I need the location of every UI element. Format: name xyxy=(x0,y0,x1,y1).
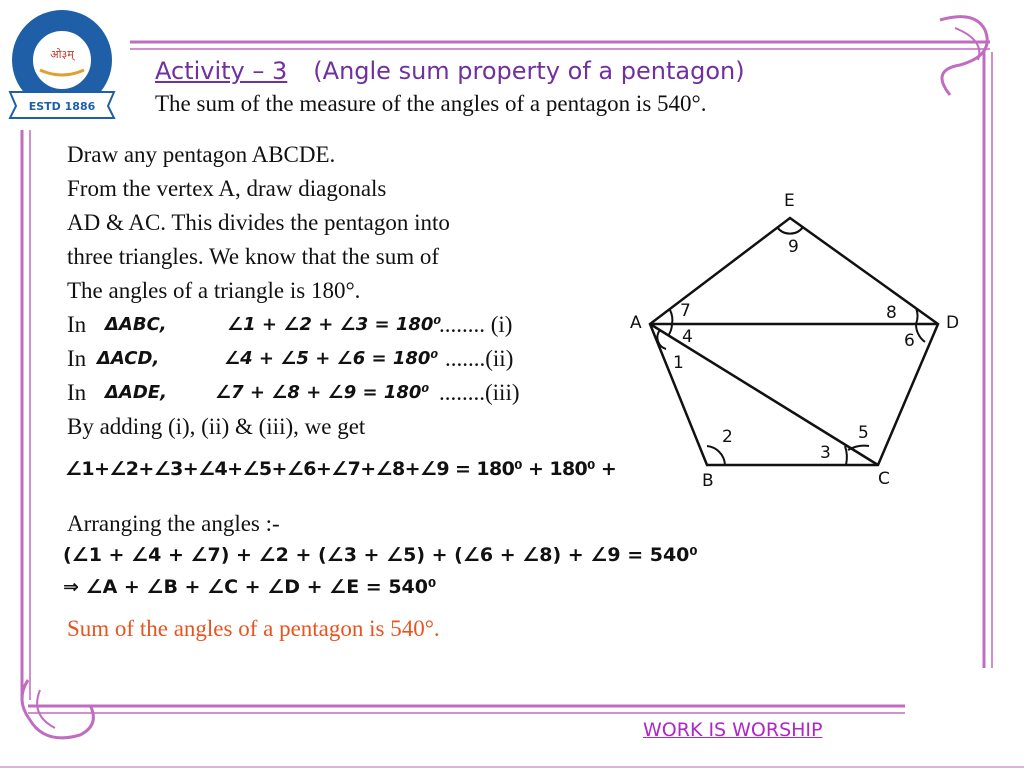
triangle-name: ΔACD, xyxy=(97,348,160,369)
in-label: In xyxy=(67,312,87,337)
instruction-line: From the vertex A, draw diagonals xyxy=(67,176,387,201)
logo-ribbon-text: ESTD 1886 xyxy=(28,100,96,113)
implied-equation: ⇒ ∠A + ∠B + ∠C + ∠D + ∠E = 540⁰ xyxy=(63,576,437,598)
arranged-equation: (∠1 + ∠4 + ∠7) + ∠2 + (∠3 + ∠5) + (∠6 + ∠8) + ∠9 = 540⁰ xyxy=(63,544,698,566)
angle-equation: ∠4 + ∠5 + ∠6 = 180⁰ xyxy=(224,348,439,369)
activity-number: Activity – 3 xyxy=(155,57,288,85)
arranging-label: Arranging the angles :- xyxy=(67,511,280,536)
statement: The sum of the measure of the angles of a pentagon is 540°. xyxy=(155,91,707,116)
vertex-c-label: C xyxy=(878,469,890,489)
sum-equation: ∠1+∠2+∠3+∠4+∠5+∠6+∠7+∠8+∠9 = 180⁰ + 180⁰ + 180⁰ xyxy=(65,458,668,480)
angle-equation: ∠7 + ∠8 + ∠9 = 180⁰ xyxy=(215,382,430,403)
instructions xyxy=(67,138,450,308)
equation-ref: ........ (i) xyxy=(439,312,513,337)
activity-topic: (Angle sum property of a pentagon) xyxy=(313,57,745,85)
triangle-name: ΔADE, xyxy=(105,382,167,403)
in-label: In xyxy=(67,346,87,371)
equation-ref: ........(iii) xyxy=(439,380,520,405)
vertex-a-label: A xyxy=(630,313,642,333)
instruction-line: The angles of a triangle is 180°. xyxy=(67,278,361,303)
angle-1-label: 1 xyxy=(673,353,684,373)
angle-9-label: 9 xyxy=(788,237,799,257)
angle-equation: ∠1 + ∠2 + ∠3 = 180⁰ xyxy=(227,314,442,335)
in-label: In xyxy=(67,380,87,405)
angle-8-label: 8 xyxy=(886,303,897,323)
activity-heading xyxy=(155,57,745,85)
angle-4-label: 4 xyxy=(682,327,693,347)
angle-6-label: 6 xyxy=(904,331,915,351)
motto: WORK IS WORSHIP xyxy=(643,719,823,741)
angle-3-label: 3 xyxy=(820,443,831,463)
instruction-line: AD & AC. This divides the pentagon into xyxy=(67,210,450,235)
triangle-equation-ade xyxy=(67,376,520,410)
instruction-line: Draw any pentagon ABCDE. xyxy=(67,142,336,167)
angle-2-label: 2 xyxy=(722,427,733,447)
vertex-b-label: B xyxy=(702,471,714,491)
angle-5-label: 5 xyxy=(858,423,869,443)
adding-line: By adding (i), (ii) & (iii), we get xyxy=(67,414,366,439)
triangle-equation-acd xyxy=(67,342,514,376)
angle-7-label: 7 xyxy=(680,301,691,321)
triangle-name: ΔABC, xyxy=(105,314,167,335)
vertex-e-label: E xyxy=(784,191,795,211)
instruction-line: three triangles. We know that the sum of xyxy=(67,244,440,269)
equation-ref: .......(ii) xyxy=(445,346,514,371)
triangle-equation-abc xyxy=(67,308,513,342)
vertex-d-label: D xyxy=(946,313,960,333)
logo-center-text: ओ३म् xyxy=(50,48,74,61)
conclusion: Sum of the angles of a pentagon is 540°. xyxy=(67,616,440,641)
pentagon-diagram xyxy=(620,178,980,498)
dav-logo xyxy=(0,0,130,128)
